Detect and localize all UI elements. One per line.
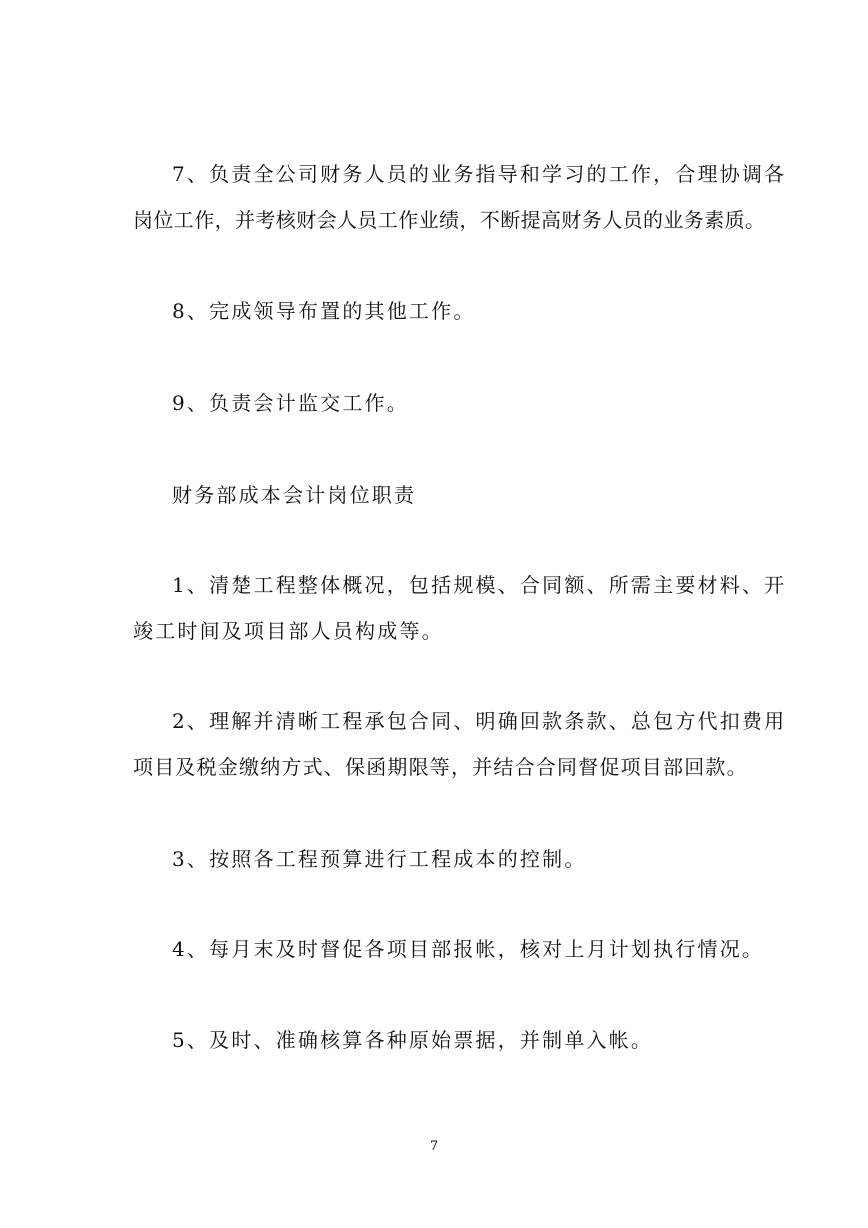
paragraph-7-line-2: 岗位工作，并考核财会人员工作业绩，不断提高财务人员的业务素质。 bbox=[133, 208, 766, 232]
paragraph-3: 3、按照各工程预算进行工程成本的控制。 bbox=[172, 847, 587, 871]
paragraph-2-line-2: 项目及税金缴纳方式、保函期限等，并结合合同督促项目部回款。 bbox=[133, 755, 748, 779]
paragraph-1-line-1: 1、清楚工程整体概况，包括规模、合同额、所需主要材料、开 bbox=[172, 573, 787, 597]
paragraph-5: 5、及时、准确核算各种原始票据，并制单入帐。 bbox=[172, 1028, 654, 1052]
paragraph-1-line-2: 竣工时间及项目部人员构成等。 bbox=[133, 619, 444, 643]
section-heading: 财务部成本会计岗位职责 bbox=[172, 483, 417, 507]
paragraph-2-line-1: 2、理解并清晰工程承包合同、明确回款条款、总包方代扣费用 bbox=[172, 709, 787, 733]
paragraph-9: 9、负责会计监交工作。 bbox=[172, 391, 409, 415]
page-number: 7 bbox=[429, 1139, 439, 1154]
paragraph-8: 8、完成领导布置的其他工作。 bbox=[172, 299, 476, 323]
paragraph-4: 4、每月末及时督促各项目部报帐，核对上月计划执行情况。 bbox=[172, 937, 765, 961]
paragraph-7-line-1: 7、负责全公司财务人员的业务指导和学习的工作，合理协调各 bbox=[172, 162, 787, 186]
